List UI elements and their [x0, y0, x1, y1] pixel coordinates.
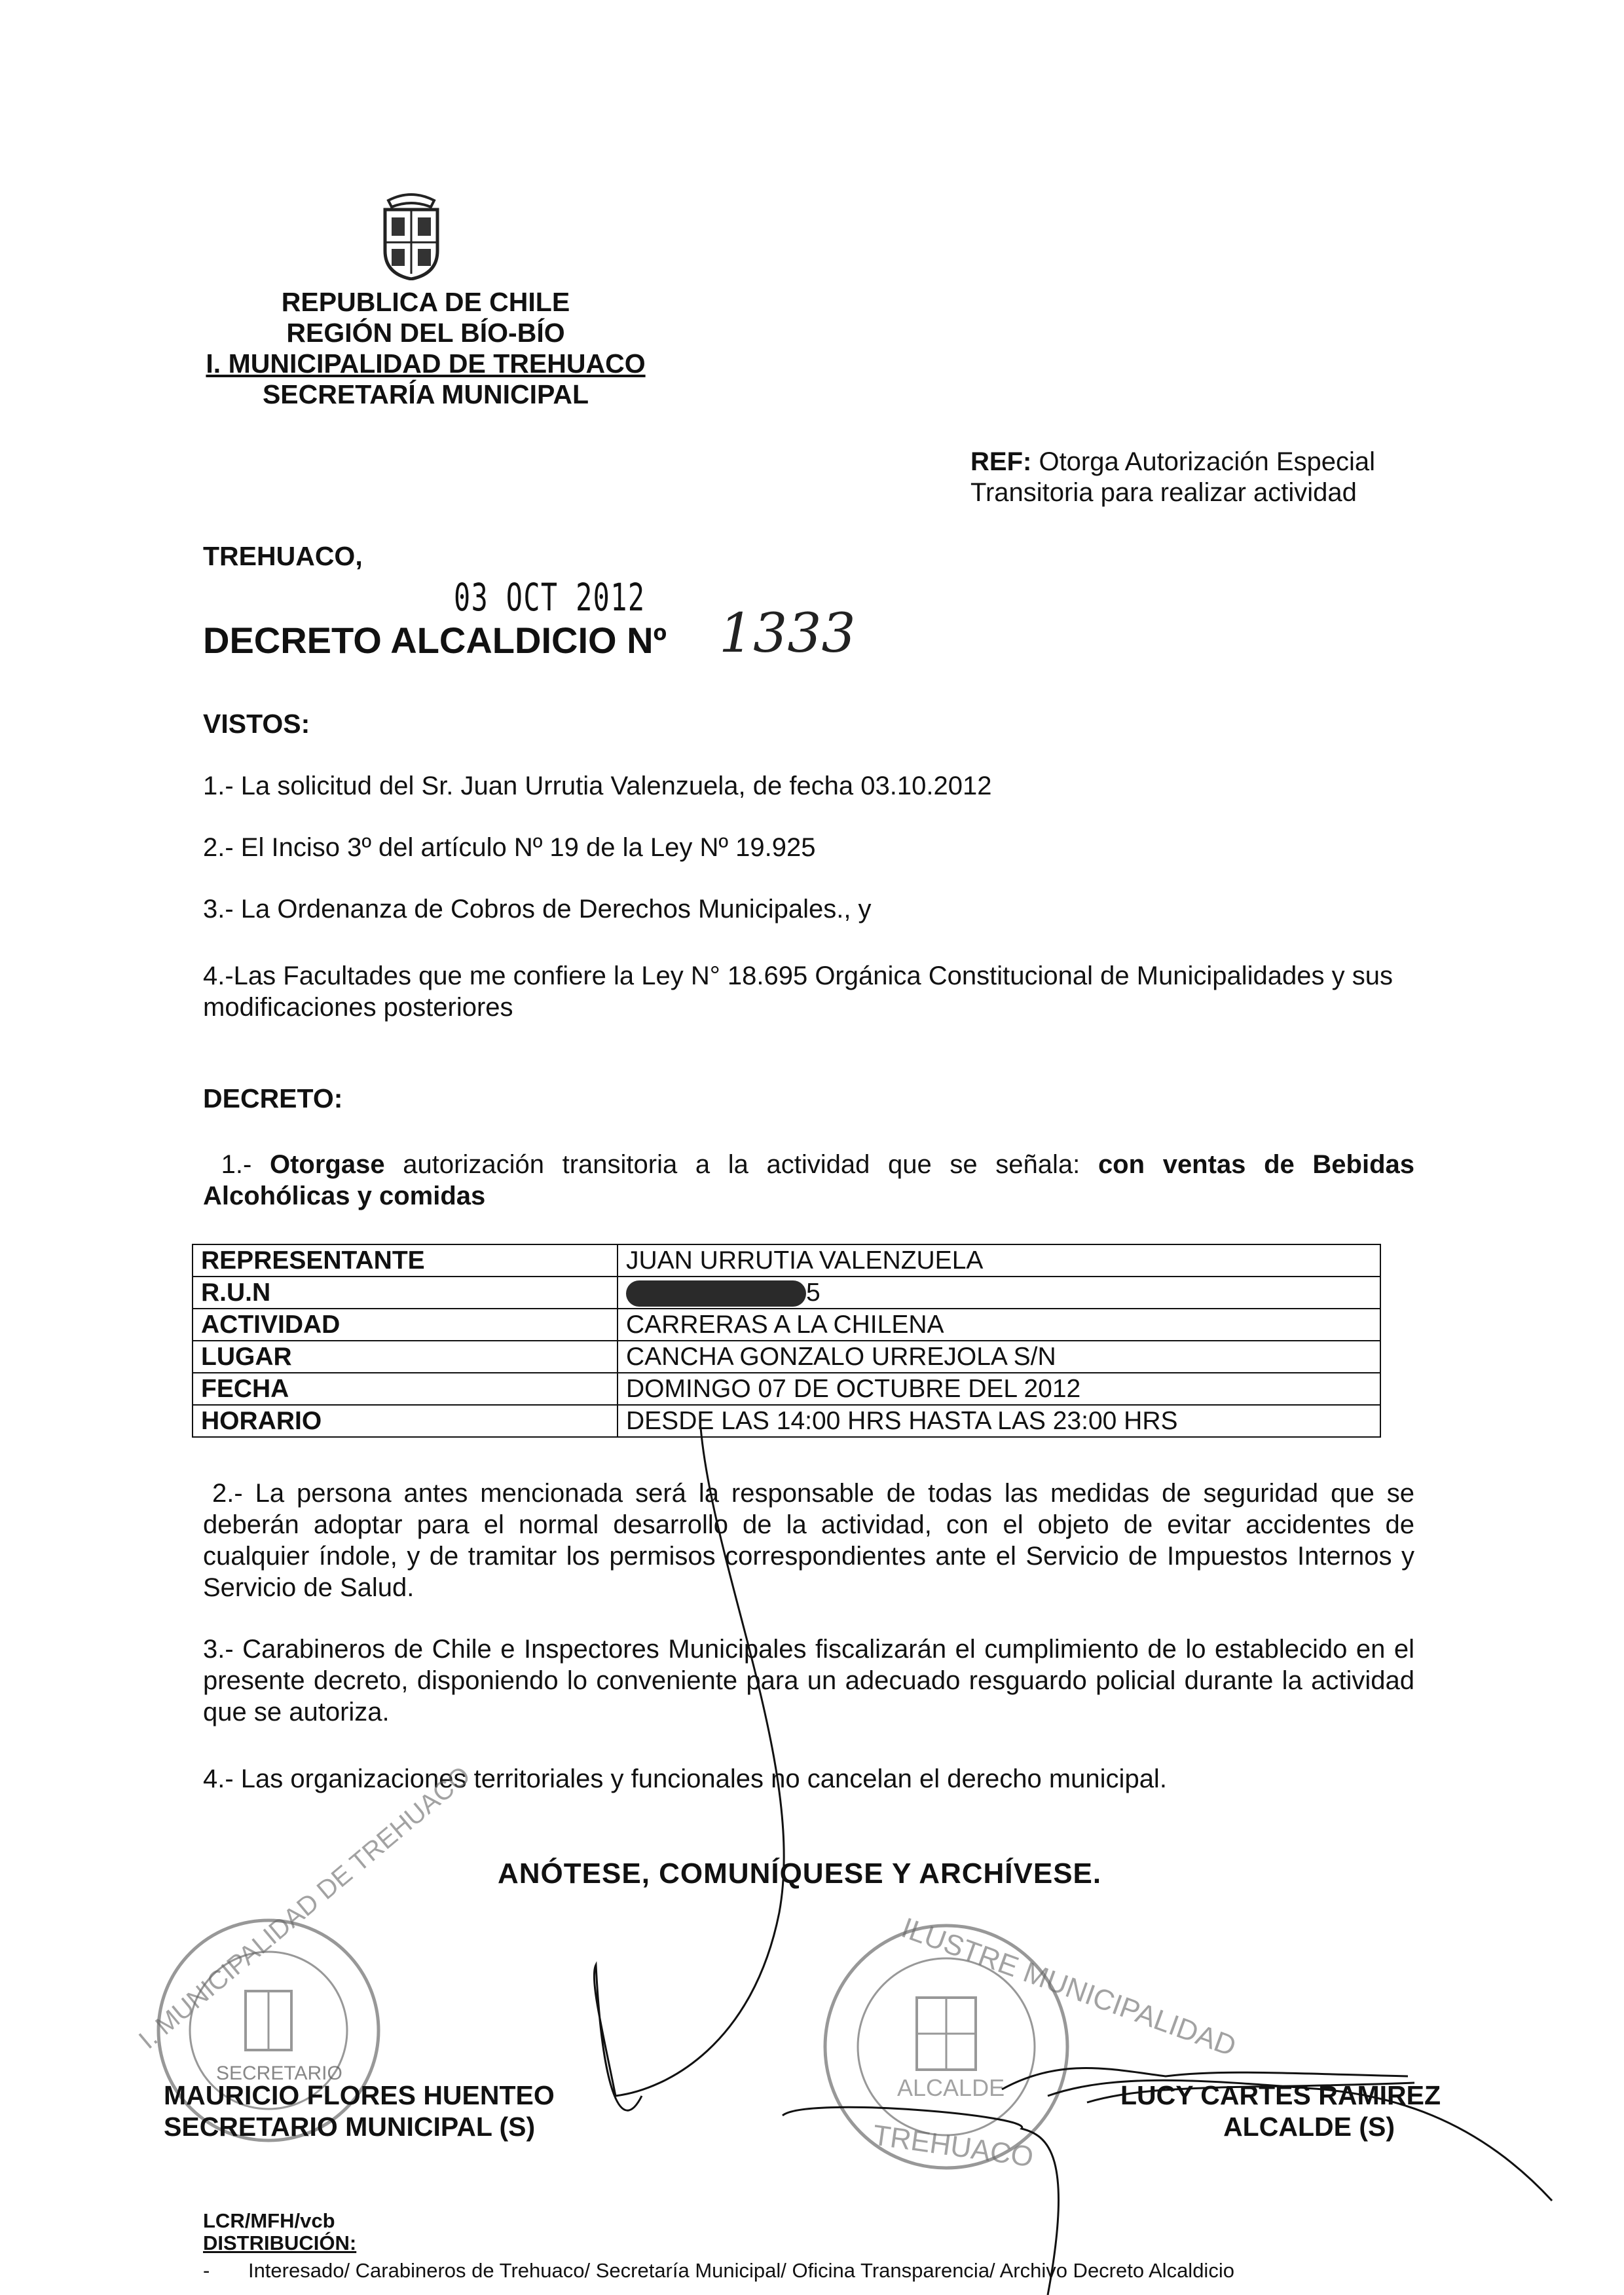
- table-label: R.U.N: [193, 1277, 618, 1309]
- table-value-redacted: [618, 1277, 1380, 1309]
- table-row: [193, 1244, 1380, 1277]
- table-value: CARRERAS A LA CHILENA: [618, 1309, 1380, 1341]
- distribution-text: Interesado/ Carabineros de Trehuaco/ Secretaría Municipal/ Oficina Transparencia/ Archivo Decreto Alcaldicio: [248, 2259, 1234, 2282]
- redaction-mark: [626, 1280, 806, 1307]
- table-label: HORARIO: [193, 1405, 618, 1437]
- decreto-heading: DECRETO:: [203, 1083, 343, 1113]
- activity-details-table: [192, 1244, 1381, 1438]
- article-1-verb: Otorgase: [270, 1150, 385, 1179]
- article-1-scope: con ventas de Bebidas Alcohólicas y comidas: [203, 1150, 1414, 1210]
- vistos-item: 3.- La Ordenanza de Cobros de Derechos Municipales., y: [203, 895, 872, 924]
- article-4: 4.- Las organizaciones territoriales y funcionales no cancelan el derecho municipal.: [203, 1764, 1167, 1793]
- article-1-number: 1.-: [221, 1150, 252, 1179]
- city-label: TREHUACO,: [203, 541, 363, 571]
- decree-number-handwritten: 1333: [719, 603, 856, 665]
- footer-initials: LCR/MFH/vcb: [203, 2209, 335, 2232]
- closing-formula: ANÓTESE, COMUNÍQUESE Y ARCHÍVESE.: [498, 1857, 1102, 1890]
- table-label: ACTIVIDAD: [193, 1309, 618, 1341]
- left-seal-ring-text: I. MUNICIPALIDAD DE TREHUACO: [133, 1761, 476, 2055]
- distribution-label: DISTRIBUCIÓN:: [203, 2231, 357, 2254]
- right-signatory: [1035, 2080, 1441, 2142]
- distribution-list: [203, 2259, 1234, 2283]
- vistos-item: 2.- El Inciso 3º del artículo Nº 19 de la Ley Nº 19.925: [203, 833, 816, 862]
- letterhead: [196, 287, 655, 410]
- date-stamp: 03 OCT 2012: [454, 575, 646, 620]
- footer: [203, 2210, 356, 2254]
- table-row: [193, 1277, 1380, 1309]
- left-signatory-title: SECRETARIO MUNICIPAL (S): [164, 2112, 536, 2142]
- letterhead-municipality: I. MUNICIPALIDAD DE TREHUACO: [206, 348, 646, 379]
- table-value: DESDE LAS 14:00 HRS HASTA LAS 23:00 HRS: [618, 1405, 1380, 1437]
- vistos-item: 4.-Las Facultades que me confiere la Ley N° 18.695 Orgánica Constitucional de Municipalidades y sus modificaciones posteriores: [203, 961, 1393, 1022]
- table-label: LUGAR: [193, 1341, 618, 1373]
- table-row: [193, 1373, 1380, 1405]
- table-label: FECHA: [193, 1373, 618, 1405]
- table-row: [193, 1309, 1380, 1341]
- right-signatory-title: ALCALDE (S): [1223, 2112, 1395, 2142]
- vistos-item: 1.- La solicitud del Sr. Juan Urrutia Valenzuela, de fecha 03.10.2012: [203, 772, 992, 800]
- ref-label: REF:: [970, 447, 1032, 476]
- right-seal-center-text: ALCALDE: [897, 2074, 1005, 2101]
- article-1: [203, 1149, 1414, 1212]
- right-signatory-name: LUCY CARTES RAMIREZ: [1120, 2080, 1441, 2110]
- article-2: 2.- La persona antes mencionada será la responsable de todas las medidas de seguridad que se deberán adoptar para el normal desarrollo de la actividad, con el objeto de evitar accidentes de cualquier índole, y de tramitar los permisos correspondientes ante el Servicio de Impuestos Internos y Servicio de Salud.: [203, 1479, 1414, 1602]
- table-label: REPRESENTANTE: [193, 1244, 618, 1277]
- left-signatory: [164, 2080, 622, 2142]
- table-row: [193, 1405, 1380, 1437]
- distribution-bullet: -: [203, 2259, 210, 2282]
- table-value: DOMINGO 07 DE OCTUBRE DEL 2012: [618, 1373, 1380, 1405]
- run-visible-digit: 5: [806, 1278, 821, 1307]
- left-signatory-name: MAURICIO FLORES HUENTEO: [164, 2080, 555, 2110]
- decree-title: DECRETO ALCALDICIO Nº: [203, 620, 667, 661]
- letterhead-office: SECRETARÍA MUNICIPAL: [262, 379, 589, 409]
- right-seal-ring-text: ILUSTRE MUNICIPALIDAD: [897, 1911, 1241, 2063]
- table-value: JUAN URRUTIA VALENZUELA: [618, 1244, 1380, 1277]
- letterhead-region: REGIÓN DEL BÍO-BÍO: [286, 318, 565, 348]
- article-3: 3.- Carabineros de Chile e Inspectores Municipales fiscalizarán el cumplimiento de lo establecido en el presente decreto, disponiendo lo conveniente para un adecuado resguardo policial durante la actividad que se autoriza.: [203, 1635, 1414, 1726]
- right-seal-stamp: [825, 1926, 1067, 2168]
- right-seal-bottom-text: TREHUACO: [870, 2119, 1036, 2174]
- left-seal-center-text: SECRETARIO: [216, 2062, 342, 2084]
- ref-line-1: Otorga Autorización Especial: [1039, 447, 1376, 476]
- vistos-heading: VISTOS:: [203, 709, 310, 739]
- article-1-text: autorización transitoria a la actividad que se señala:: [403, 1150, 1080, 1179]
- letterhead-country: REPUBLICA DE CHILE: [281, 287, 570, 317]
- table-row: [193, 1341, 1380, 1373]
- table-value: CANCHA GONZALO URREJOLA S/N: [618, 1341, 1380, 1373]
- coat-of-arms-icon: [378, 189, 444, 280]
- reference-block: [970, 447, 1442, 508]
- ref-line-2: Transitoria para realizar actividad: [970, 478, 1357, 507]
